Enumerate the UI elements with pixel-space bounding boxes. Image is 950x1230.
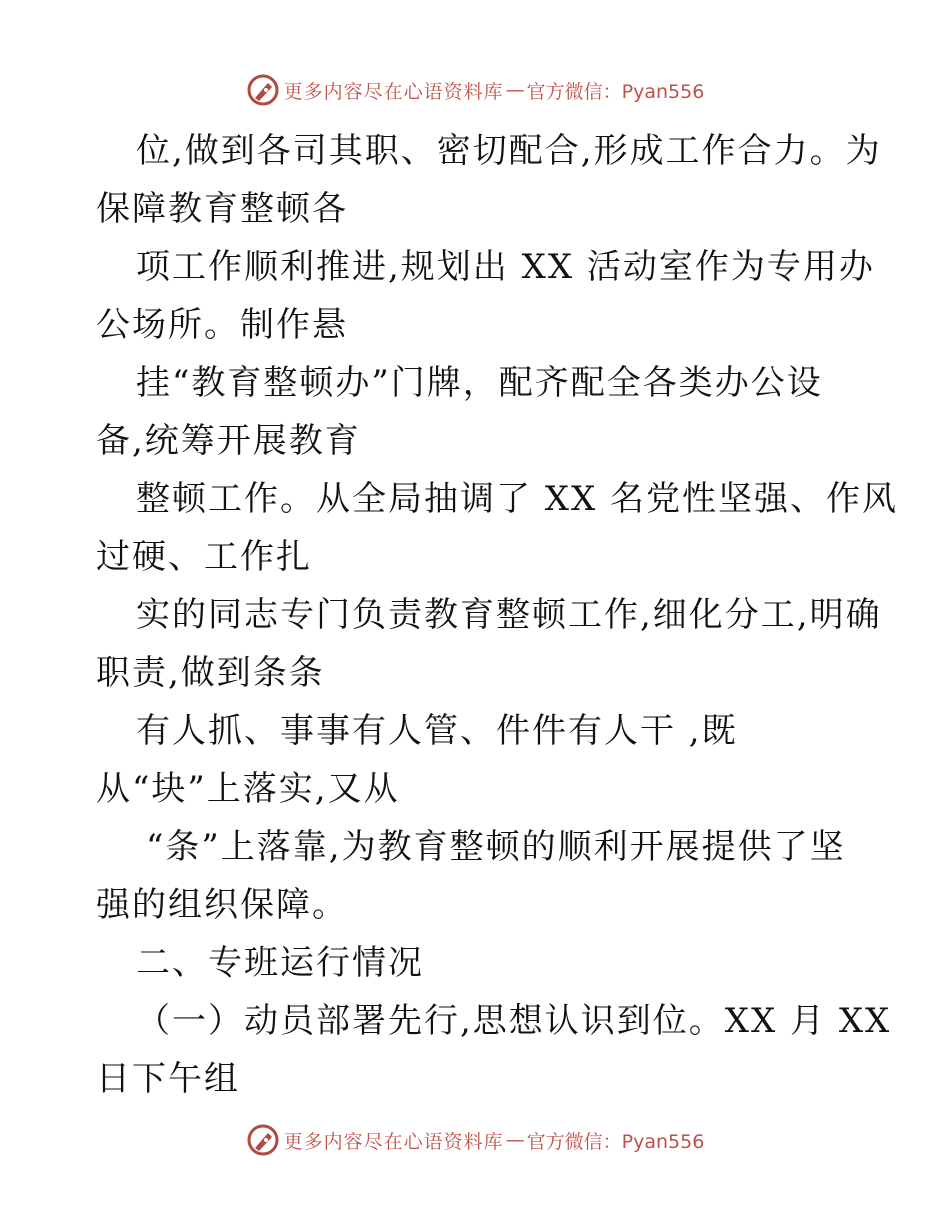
- text-line-11: 有人抓、事事有人管、件件有人干 ,既: [136, 711, 738, 751]
- text-line-1: 位,做到各司其职、密切配合,形成工作合力。为: [136, 131, 882, 171]
- text-line-10: 职责,做到条条: [96, 653, 325, 693]
- watermark-separator: —: [505, 1129, 525, 1151]
- section-heading: 二、专班运行情况: [136, 943, 424, 983]
- watermark-contact: 官方微信：Pyan556: [526, 1130, 705, 1153]
- text-line-5: 挂“教育整顿办”门牌，配齐配全各类办公设: [136, 363, 823, 403]
- header-watermark: [0, 70, 950, 110]
- text-line-4: 公场所。制作悬: [96, 305, 348, 345]
- watermark-separator: —: [505, 79, 525, 101]
- text-line-7: 整顿工作。从全局抽调了 XX 名党性坚强、作风: [136, 479, 899, 519]
- footer-watermark: [0, 1120, 950, 1160]
- text-line-2: 保障教育整顿各: [96, 189, 348, 229]
- text-line-13: “条”上落靠,为教育整顿的顺利开展提供了坚: [146, 827, 846, 867]
- text-line-3: 项工作顺利推进,规划出 XX 活动室作为专用办: [136, 247, 875, 287]
- text-line-9: 实的同志专门负责教育整顿工作,细化分工,明确: [136, 595, 882, 635]
- pen-nib-logo-icon: [246, 73, 280, 107]
- document-body: [96, 122, 899, 1108]
- watermark-text: 更多内容尽在心语资料库: [283, 1130, 504, 1153]
- text-line-17: 日下午组: [96, 1059, 240, 1099]
- text-line-8: 过硬、工作扎: [96, 537, 312, 577]
- text-line-6: 备,统筹开展教育: [96, 421, 361, 461]
- text-line-12: 从“块”上落实,又从: [96, 769, 400, 809]
- pen-nib-logo-icon: [246, 1123, 280, 1157]
- watermark-contact: 官方微信：Pyan556: [526, 80, 705, 103]
- text-line-14: 强的组织保障。: [96, 885, 348, 925]
- text-line-16: （一）动员部署先行,思想认识到位。XX 月 XX: [136, 1001, 892, 1041]
- watermark-text: 更多内容尽在心语资料库: [283, 80, 504, 103]
